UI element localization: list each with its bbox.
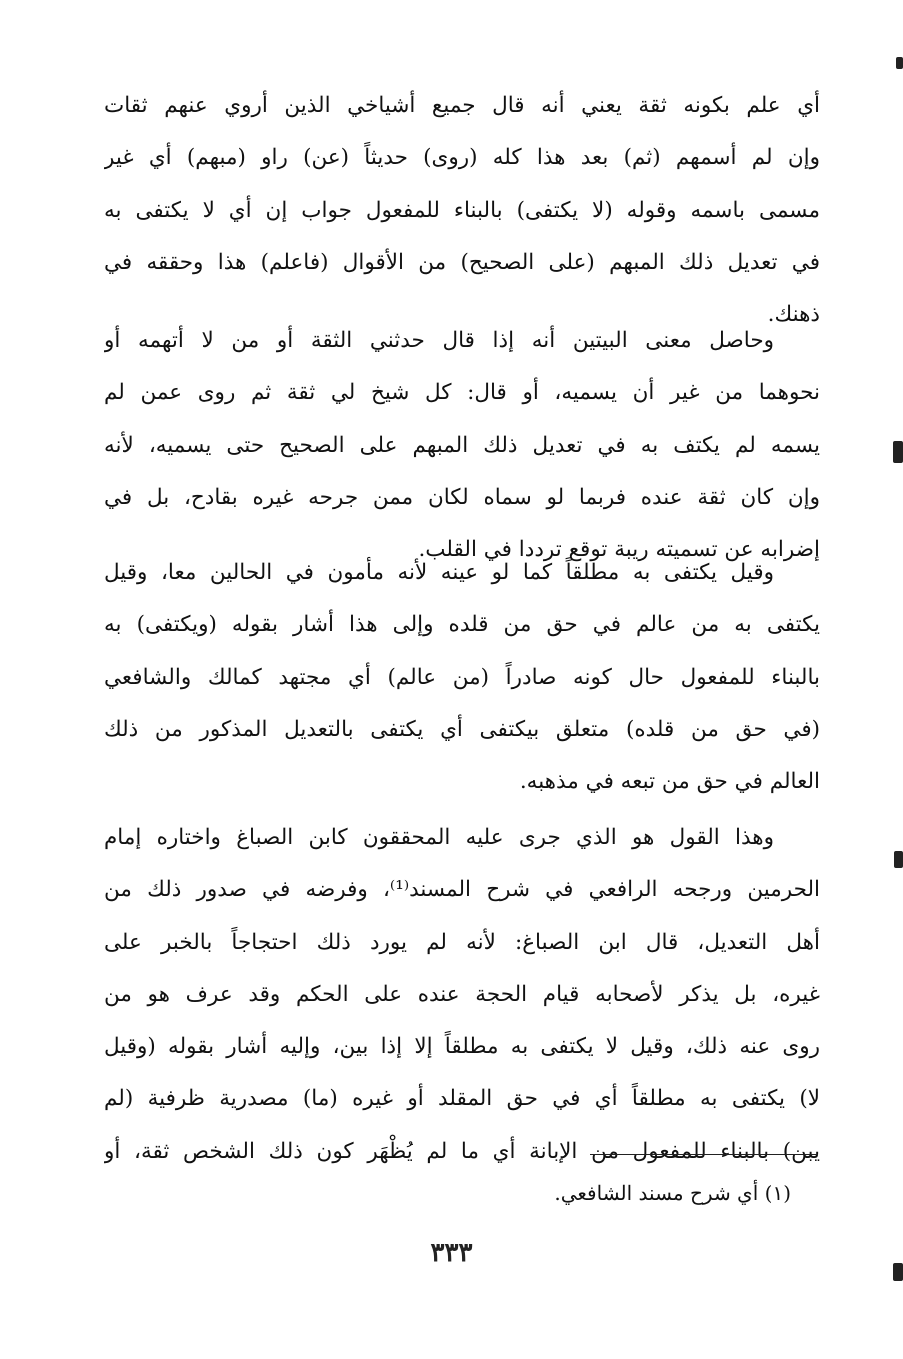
text-line: أهل التعديل، قال ابن الصباغ: لأنه لم يورد ذلك احتجاجاً بالخبر على xyxy=(104,929,820,955)
paragraph-3 xyxy=(104,547,820,808)
footnote-divider xyxy=(590,1154,818,1155)
text-line: وحاصل معنى البيتين أنه إذا قال حدثني الثقة أو من لا أتهمه أو xyxy=(104,328,774,353)
text-line: (في حق من قلده) متعلق بيكتفى أي يكتفى بالتعديل المذكور من ذلك xyxy=(104,716,820,742)
text-line: وإن كان ثقة عنده فربما لو سماه لكان ممن جرحه غيره بقادح، بل في xyxy=(104,484,820,510)
text-line: مسمى باسمه وقوله (لا يكتفى) بالبناء للمفعول جواب إن أي لا يكتفى به xyxy=(104,197,820,223)
text-line: يكتفى به من عالم في حق من قلده وإلى هذا أشار بقوله (ويكتفى) به xyxy=(104,612,820,638)
paragraph-4 xyxy=(104,812,820,1178)
binding-mark xyxy=(894,851,903,868)
text-line: وقيل يكتفى به مطلقاً كما لو عينه لأنه مأمون في الحالين معا، وقيل xyxy=(104,560,774,585)
text-line: إضرابه عن تسميته ريبة توقع ترددا في القلب. xyxy=(418,537,820,563)
text-line: وهذا القول هو الذي جرى عليه المحققون كابن الصباغ واختاره إمام xyxy=(104,825,774,850)
text-line: الحرمين ورجحه الرافعي في شرح المسند⁽¹⁾، وفرضه في صدور ذلك من xyxy=(104,877,820,903)
text-line: نحوهما من غير أن يسميه، أو قال: كل شيخ لي ثقة ثم روى عمن لم xyxy=(104,380,820,406)
text-line: لا) يكتفى به مطلقاً أي في حق المقلد أو غيره (ما) مصدرية ظرفية (لم xyxy=(104,1086,820,1112)
text-line: في تعديل ذلك المبهم (على الصحيح) من الأقوال (فاعلم) هذا وحققه في xyxy=(104,249,820,275)
text-line: غيره، بل يذكر لأصحابه قيام الحجة عنده على الحكم وقد عرف هو من xyxy=(104,981,820,1007)
text-line: يسمه لم يكتف به في تعديل ذلك المبهم على الصحيح حتى يسميه، لأنه xyxy=(104,432,820,458)
text-line: أي علم بكونه ثقة يعني أنه قال جميع أشياخي الذين أروي عنهم ثقات xyxy=(104,93,820,118)
paragraph-1 xyxy=(104,80,820,341)
binding-mark xyxy=(896,57,903,69)
text-line: ذهنك. xyxy=(767,302,820,328)
text-line: وإن لم أسمهم (ثم) بعد هذا كله (روى) حديثاً (عن) راو (مبهم) أي غير xyxy=(104,145,820,171)
text-line: روى عنه ذلك، وقيل لا يكتفى به مطلقاً إلا إذا بين، وإليه أشار بقوله (وقيل xyxy=(104,1034,820,1060)
binding-mark xyxy=(893,441,903,463)
binding-mark xyxy=(893,1263,903,1281)
text-line: يبن) بالبناء للمفعول من الإبانة أي ما لم يُظْهَر كون ذلك الشخص ثقة، أو xyxy=(104,1138,820,1164)
footnote: (١) أي شرح مسند الشافعي. xyxy=(554,1181,791,1205)
paragraph-2 xyxy=(104,315,820,576)
text-line: بالبناء للمفعول حال كونه صادراً (من عالم) أي مجتهد كمالك والشافعي xyxy=(104,664,820,690)
text-line: العالم في حق من تبعه في مذهبه. xyxy=(519,769,820,795)
page-number: ٣٣٣ xyxy=(430,1238,473,1268)
